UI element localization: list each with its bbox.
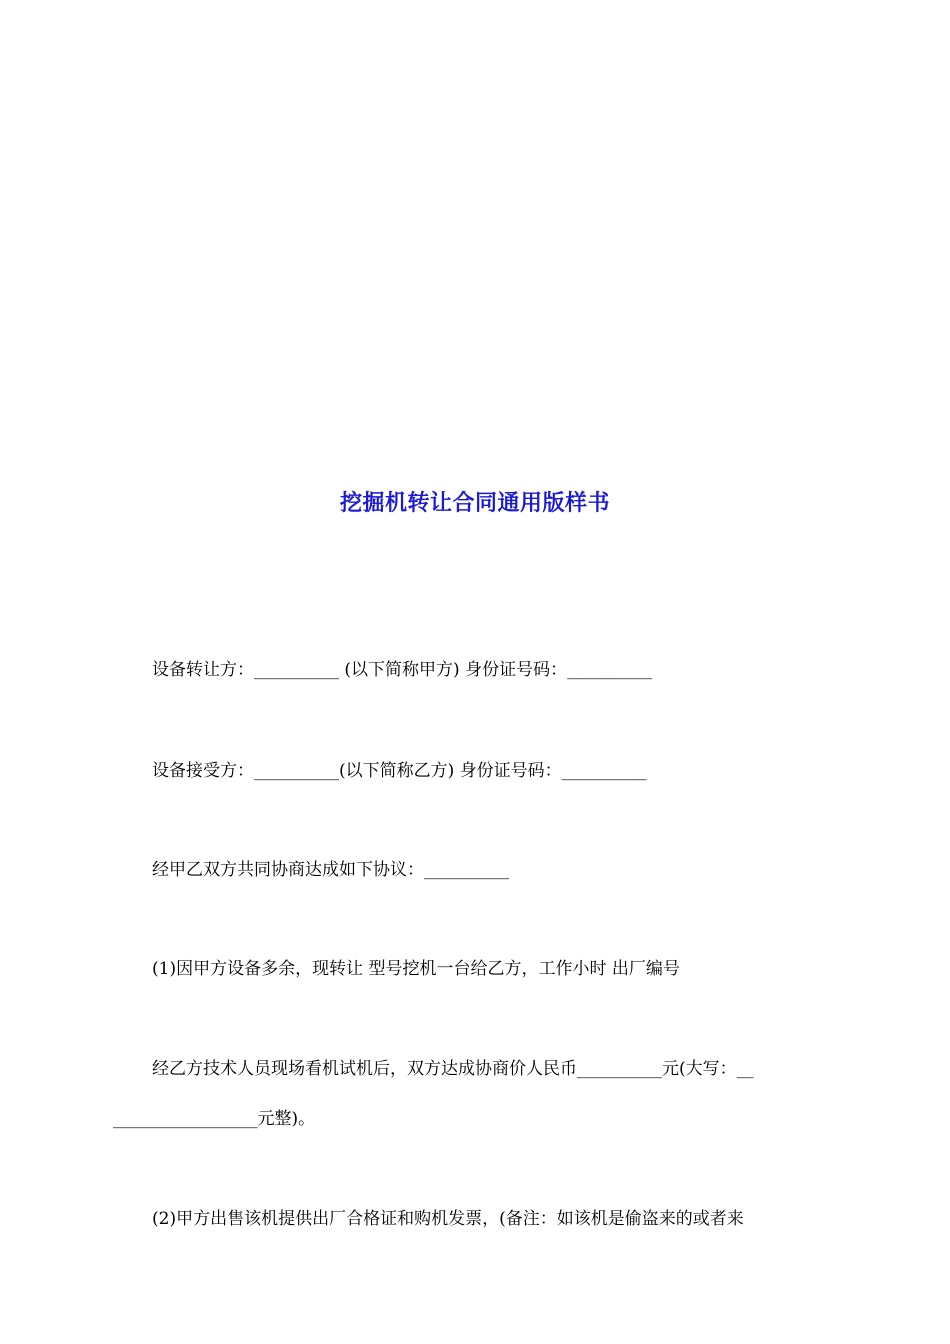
clause-1-line: (1)因甲方设备多余，现转让 型号挖机一台给乙方，工作小时 出厂编号 [152, 959, 680, 979]
agreement-intro-line: 经甲乙双方共同协商达成如下协议：__________ [152, 860, 509, 880]
document-title: 挖掘机转让合同通用版样书 [339, 491, 610, 516]
clause-2-line: (2)甲方出售该机提供出厂合格证和购机发票，(备注：如该机是偷盗来的或者来 [152, 1209, 744, 1229]
price-continuation-line: _________________元整)。 [113, 1109, 316, 1129]
transferee-line: 设备接受方：__________(以下简称乙方) 身份证号码：__________ [152, 761, 647, 781]
price-line: 经乙方技术人员现场看机试机后，双方达成协商价人民币__________元(大写：__ [152, 1059, 754, 1079]
transferor-line: 设备转让方：__________ (以下简称甲方) 身份证号码：__________ [152, 660, 653, 680]
